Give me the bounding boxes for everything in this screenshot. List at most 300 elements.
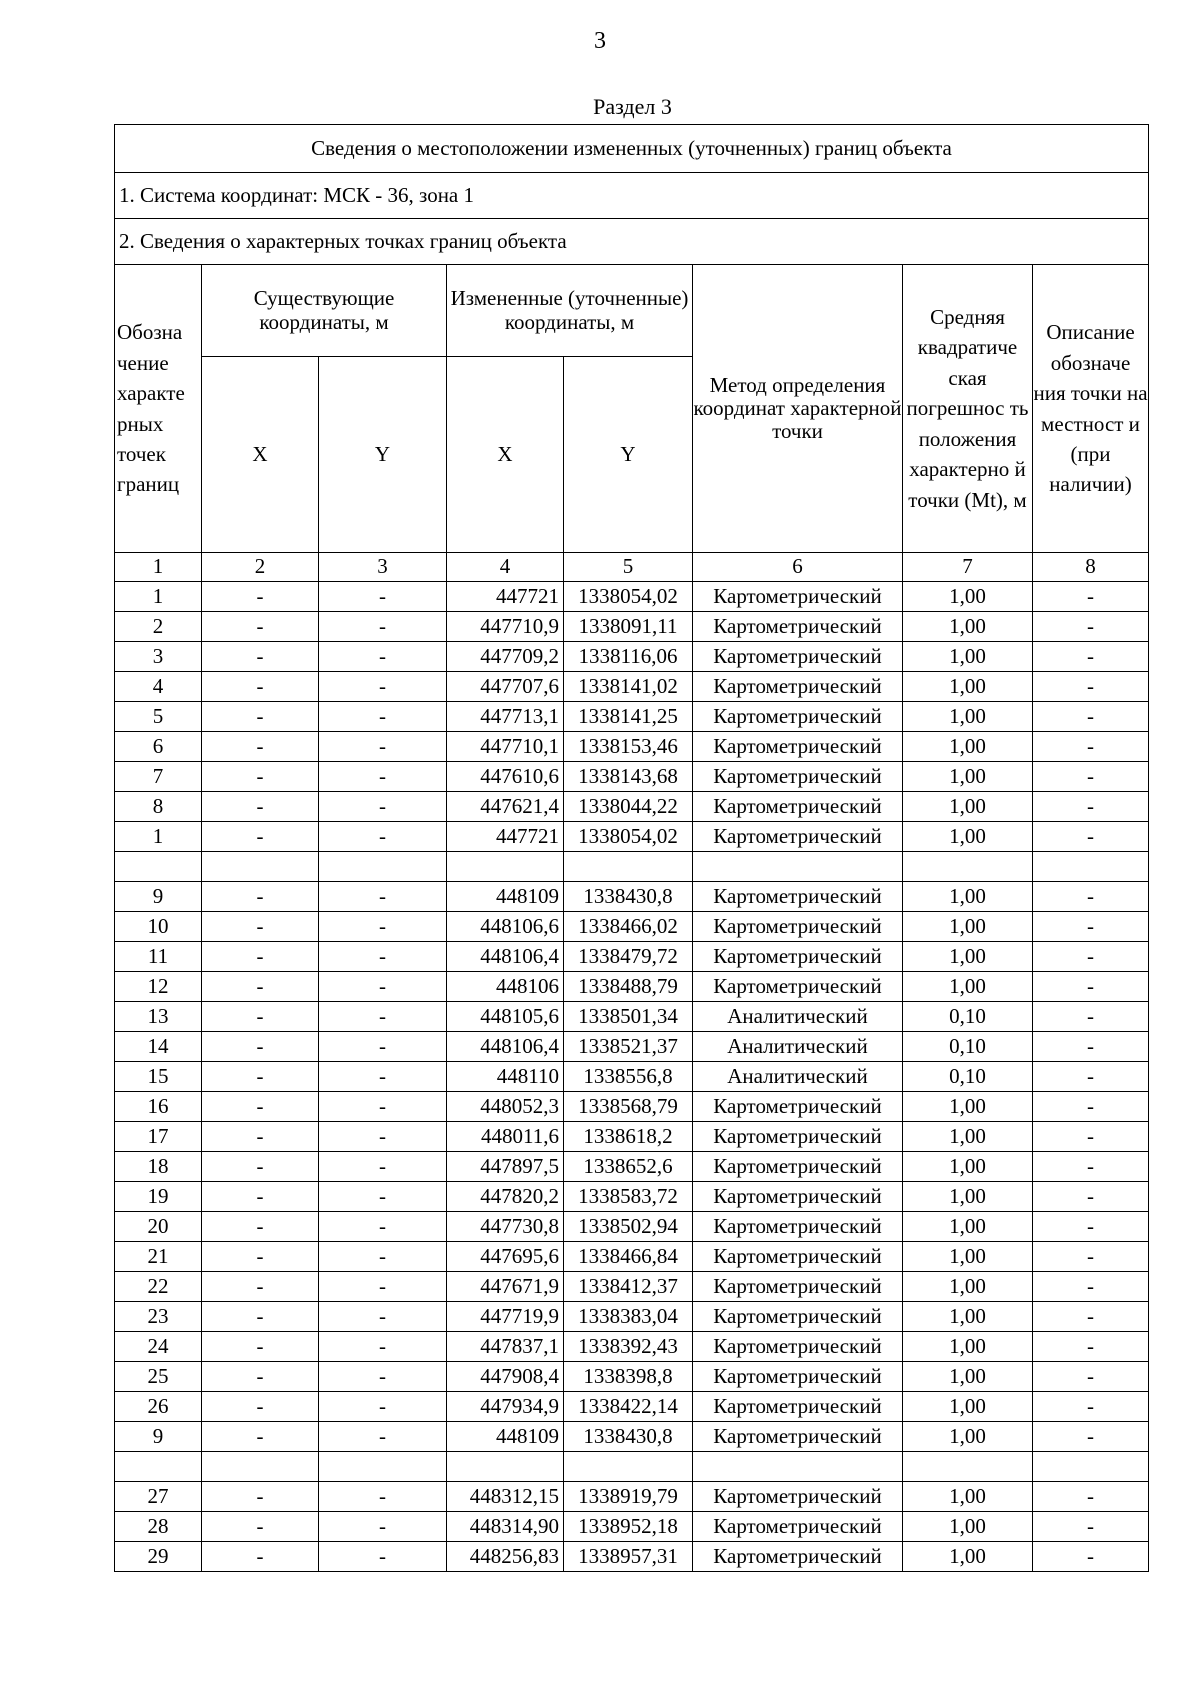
column-number: 8 [1033, 553, 1149, 582]
empty-cell [564, 1452, 693, 1482]
changed-y: 1338583,72 [564, 1182, 693, 1212]
table-row [115, 1332, 1149, 1362]
point-designation: 4 [115, 672, 202, 702]
point-designation: 24 [115, 1332, 202, 1362]
empty-cell [447, 1452, 564, 1482]
point-description: - [1033, 1122, 1149, 1152]
method: Картометрический [693, 1122, 903, 1152]
method: Картометрический [693, 1332, 903, 1362]
table-row [115, 1002, 1149, 1032]
page-number: 3 [594, 28, 606, 54]
changed-y: 1338430,8 [564, 882, 693, 912]
separator-row [115, 852, 1149, 882]
method: Картометрический [693, 1212, 903, 1242]
error-mt: 0,10 [903, 1002, 1033, 1032]
changed-y: 1338618,2 [564, 1122, 693, 1152]
header-error: Средняя квадратиче ская погрешнос ть положения характерно й точки (Mt), м [903, 265, 1033, 553]
existing-y: - [319, 1302, 447, 1332]
point-description: - [1033, 1092, 1149, 1122]
point-description: - [1033, 942, 1149, 972]
empty-cell [1033, 852, 1149, 882]
existing-x: - [202, 702, 319, 732]
empty-cell [202, 1452, 319, 1482]
error-mt: 1,00 [903, 642, 1033, 672]
point-designation: 7 [115, 762, 202, 792]
empty-cell [564, 852, 693, 882]
header-changed-y: Y [564, 357, 693, 553]
header-changed-x: X [447, 357, 564, 553]
table-row [115, 582, 1149, 612]
point-designation: 29 [115, 1542, 202, 1572]
point-description: - [1033, 1212, 1149, 1242]
existing-x: - [202, 822, 319, 852]
changed-y: 1338502,94 [564, 1212, 693, 1242]
header-existing-x: X [202, 357, 319, 553]
table-row [115, 1032, 1149, 1062]
existing-y: - [319, 582, 447, 612]
changed-x: 448256,83 [447, 1542, 564, 1572]
point-description: - [1033, 1542, 1149, 1572]
error-mt: 1,00 [903, 672, 1033, 702]
existing-y: - [319, 1122, 447, 1152]
method: Картометрический [693, 612, 903, 642]
column-number: 7 [903, 553, 1033, 582]
table-row [115, 702, 1149, 732]
point-description: - [1033, 1242, 1149, 1272]
existing-x: - [202, 1092, 319, 1122]
method: Картометрический [693, 1482, 903, 1512]
existing-y: - [319, 972, 447, 1002]
point-designation: 28 [115, 1512, 202, 1542]
changed-y: 1338652,6 [564, 1152, 693, 1182]
header-method: Метод определения координат характерной точки [693, 265, 903, 553]
existing-x: - [202, 1152, 319, 1182]
method: Картометрический [693, 1362, 903, 1392]
method: Картометрический [693, 792, 903, 822]
changed-x: 448314,90 [447, 1512, 564, 1542]
existing-x: - [202, 1122, 319, 1152]
table-row [115, 1242, 1149, 1272]
changed-x: 447837,1 [447, 1332, 564, 1362]
point-designation: 6 [115, 732, 202, 762]
point-description: - [1033, 1482, 1149, 1512]
error-mt: 1,00 [903, 1122, 1033, 1152]
point-description: - [1033, 1332, 1149, 1362]
changed-x: 447621,4 [447, 792, 564, 822]
point-description: - [1033, 642, 1149, 672]
point-description: - [1033, 882, 1149, 912]
method: Картометрический [693, 642, 903, 672]
column-number: 2 [202, 553, 319, 582]
existing-x: - [202, 1062, 319, 1092]
empty-cell [693, 1452, 903, 1482]
changed-y: 1338952,18 [564, 1512, 693, 1542]
empty-cell [115, 852, 202, 882]
error-mt: 1,00 [903, 612, 1033, 642]
point-designation: 9 [115, 1422, 202, 1452]
changed-y: 1338054,02 [564, 582, 693, 612]
existing-y: - [319, 1482, 447, 1512]
changed-y: 1338091,11 [564, 612, 693, 642]
point-description: - [1033, 1062, 1149, 1092]
changed-y: 1338054,02 [564, 822, 693, 852]
header-description: Описание обозначе ния точки на местност и (при наличии) [1033, 265, 1149, 553]
point-designation: 20 [115, 1212, 202, 1242]
changed-x: 447820,2 [447, 1182, 564, 1212]
existing-y: - [319, 732, 447, 762]
existing-x: - [202, 942, 319, 972]
point-description: - [1033, 612, 1149, 642]
method: Картометрический [693, 702, 903, 732]
table-row [115, 942, 1149, 972]
method: Картометрический [693, 1092, 903, 1122]
method: Картометрический [693, 672, 903, 702]
changed-x: 447713,1 [447, 702, 564, 732]
method: Картометрический [693, 942, 903, 972]
method: Картометрический [693, 1302, 903, 1332]
existing-x: - [202, 582, 319, 612]
existing-x: - [202, 642, 319, 672]
point-description: - [1033, 582, 1149, 612]
changed-y: 1338521,37 [564, 1032, 693, 1062]
existing-y: - [319, 792, 447, 822]
method: Картометрический [693, 1242, 903, 1272]
point-description: - [1033, 1362, 1149, 1392]
existing-y: - [319, 1332, 447, 1362]
changed-x: 447610,6 [447, 762, 564, 792]
method: Картометрический [693, 1512, 903, 1542]
changed-x: 447721 [447, 582, 564, 612]
method: Картометрический [693, 882, 903, 912]
table-title: Сведения о местоположении измененных (уточненных) границ объекта [115, 125, 1149, 173]
method: Картометрический [693, 972, 903, 1002]
changed-y: 1338141,25 [564, 702, 693, 732]
point-designation: 11 [115, 942, 202, 972]
changed-x: 448106,6 [447, 912, 564, 942]
error-mt: 0,10 [903, 1032, 1033, 1062]
method: Картометрический [693, 1272, 903, 1302]
changed-x: 448105,6 [447, 1002, 564, 1032]
existing-y: - [319, 642, 447, 672]
point-designation: 19 [115, 1182, 202, 1212]
error-mt: 1,00 [903, 1392, 1033, 1422]
method: Картометрический [693, 1392, 903, 1422]
existing-x: - [202, 912, 319, 942]
points-heading: 2. Сведения о характерных точках границ объекта [115, 219, 1149, 265]
method: Картометрический [693, 1422, 903, 1452]
point-designation: 9 [115, 882, 202, 912]
method: Картометрический [693, 1182, 903, 1212]
table-row [115, 1152, 1149, 1182]
changed-x: 448312,15 [447, 1482, 564, 1512]
existing-x: - [202, 762, 319, 792]
method: Картометрический [693, 732, 903, 762]
existing-y: - [319, 1062, 447, 1092]
column-number: 6 [693, 553, 903, 582]
table-row [115, 1182, 1149, 1212]
error-mt: 1,00 [903, 882, 1033, 912]
coord-system: 1. Система координат: МСК - 36, зона 1 [115, 173, 1149, 219]
error-mt: 1,00 [903, 1332, 1033, 1362]
table-row [115, 1302, 1149, 1332]
table-row [115, 912, 1149, 942]
point-designation: 5 [115, 702, 202, 732]
changed-x: 447671,9 [447, 1272, 564, 1302]
point-description: - [1033, 792, 1149, 822]
point-description: - [1033, 702, 1149, 732]
point-description: - [1033, 822, 1149, 852]
changed-y: 1338488,79 [564, 972, 693, 1002]
point-designation: 10 [115, 912, 202, 942]
method: Картометрический [693, 912, 903, 942]
error-mt: 1,00 [903, 1212, 1033, 1242]
method: Аналитический [693, 1032, 903, 1062]
changed-x: 448110 [447, 1062, 564, 1092]
existing-x: - [202, 1212, 319, 1242]
point-designation: 26 [115, 1392, 202, 1422]
existing-x: - [202, 1542, 319, 1572]
existing-y: - [319, 822, 447, 852]
changed-x: 447908,4 [447, 1362, 564, 1392]
error-mt: 1,00 [903, 1302, 1033, 1332]
existing-x: - [202, 1182, 319, 1212]
empty-cell [447, 852, 564, 882]
existing-x: - [202, 1302, 319, 1332]
changed-x: 448106,4 [447, 942, 564, 972]
changed-y: 1338919,79 [564, 1482, 693, 1512]
existing-x: - [202, 1332, 319, 1362]
method: Картометрический [693, 582, 903, 612]
existing-x: - [202, 882, 319, 912]
table-row [115, 1272, 1149, 1302]
existing-x: - [202, 732, 319, 762]
empty-cell [319, 852, 447, 882]
point-description: - [1033, 1032, 1149, 1062]
existing-x: - [202, 1422, 319, 1452]
point-designation: 16 [115, 1092, 202, 1122]
point-description: - [1033, 912, 1149, 942]
table-row [115, 642, 1149, 672]
point-description: - [1033, 672, 1149, 702]
method: Картометрический [693, 1542, 903, 1572]
table-row [115, 1362, 1149, 1392]
changed-y: 1338412,37 [564, 1272, 693, 1302]
existing-x: - [202, 1362, 319, 1392]
point-designation: 21 [115, 1242, 202, 1272]
error-mt: 1,00 [903, 732, 1033, 762]
point-description: - [1033, 762, 1149, 792]
existing-y: - [319, 1032, 447, 1062]
table-row [115, 1512, 1149, 1542]
changed-x: 447934,9 [447, 1392, 564, 1422]
changed-y: 1338153,46 [564, 732, 693, 762]
point-designation: 13 [115, 1002, 202, 1032]
changed-x: 448011,6 [447, 1122, 564, 1152]
method: Картометрический [693, 822, 903, 852]
changed-y: 1338501,34 [564, 1002, 693, 1032]
method: Картометрический [693, 1152, 903, 1182]
error-mt: 1,00 [903, 582, 1033, 612]
point-description: - [1033, 732, 1149, 762]
table-row [115, 1062, 1149, 1092]
error-mt: 1,00 [903, 1092, 1033, 1122]
table-row [115, 612, 1149, 642]
changed-x: 448106,4 [447, 1032, 564, 1062]
table-row [115, 762, 1149, 792]
existing-x: - [202, 1242, 319, 1272]
empty-cell [693, 852, 903, 882]
column-number: 5 [564, 553, 693, 582]
error-mt: 1,00 [903, 942, 1033, 972]
existing-y: - [319, 672, 447, 702]
error-mt: 1,00 [903, 972, 1033, 1002]
point-description: - [1033, 1512, 1149, 1542]
changed-x: 447710,1 [447, 732, 564, 762]
changed-y: 1338143,68 [564, 762, 693, 792]
column-number: 3 [319, 553, 447, 582]
existing-y: - [319, 1512, 447, 1542]
empty-cell [202, 852, 319, 882]
table-row [115, 1422, 1149, 1452]
point-designation: 2 [115, 612, 202, 642]
existing-x: - [202, 672, 319, 702]
existing-y: - [319, 612, 447, 642]
changed-y: 1338383,04 [564, 1302, 693, 1332]
changed-y: 1338044,22 [564, 792, 693, 822]
changed-x: 448052,3 [447, 1092, 564, 1122]
empty-cell [115, 1452, 202, 1482]
error-mt: 1,00 [903, 1152, 1033, 1182]
error-mt: 1,00 [903, 702, 1033, 732]
existing-x: - [202, 1272, 319, 1302]
changed-x: 447709,2 [447, 642, 564, 672]
existing-y: - [319, 1152, 447, 1182]
existing-y: - [319, 912, 447, 942]
existing-y: - [319, 1272, 447, 1302]
empty-cell [903, 1452, 1033, 1482]
existing-x: - [202, 1482, 319, 1512]
table-row [115, 1542, 1149, 1572]
table-row [115, 1392, 1149, 1422]
error-mt: 0,10 [903, 1062, 1033, 1092]
table-row [115, 1122, 1149, 1152]
error-mt: 1,00 [903, 1482, 1033, 1512]
existing-x: - [202, 792, 319, 822]
error-mt: 1,00 [903, 762, 1033, 792]
changed-x: 447730,8 [447, 1212, 564, 1242]
error-mt: 1,00 [903, 1422, 1033, 1452]
column-number: 1 [115, 553, 202, 582]
point-designation: 12 [115, 972, 202, 1002]
table-row [115, 1482, 1149, 1512]
point-designation: 22 [115, 1272, 202, 1302]
point-designation: 27 [115, 1482, 202, 1512]
changed-y: 1338479,72 [564, 942, 693, 972]
point-description: - [1033, 1422, 1149, 1452]
point-description: - [1033, 1152, 1149, 1182]
changed-y: 1338556,8 [564, 1062, 693, 1092]
changed-x: 447707,6 [447, 672, 564, 702]
point-designation: 1 [115, 582, 202, 612]
changed-y: 1338398,8 [564, 1362, 693, 1392]
point-description: - [1033, 1272, 1149, 1302]
header-existing-y: Y [319, 357, 447, 553]
table-row [115, 882, 1149, 912]
error-mt: 1,00 [903, 822, 1033, 852]
existing-y: - [319, 1392, 447, 1422]
table-row [115, 822, 1149, 852]
existing-y: - [319, 882, 447, 912]
changed-y: 1338116,06 [564, 642, 693, 672]
point-designation: 17 [115, 1122, 202, 1152]
existing-x: - [202, 612, 319, 642]
empty-cell [1033, 1452, 1149, 1482]
changed-y: 1338957,31 [564, 1542, 693, 1572]
point-designation: 14 [115, 1032, 202, 1062]
error-mt: 1,00 [903, 1242, 1033, 1272]
column-number: 4 [447, 553, 564, 582]
changed-x: 447897,5 [447, 1152, 564, 1182]
changed-x: 448106 [447, 972, 564, 1002]
error-mt: 1,00 [903, 792, 1033, 822]
existing-y: - [319, 942, 447, 972]
existing-y: - [319, 1362, 447, 1392]
section-title: Раздел 3 [593, 94, 672, 119]
table-row [115, 1092, 1149, 1122]
changed-y: 1338422,14 [564, 1392, 693, 1422]
changed-x: 447710,9 [447, 612, 564, 642]
header-existing-coords: Существующие координаты, м [202, 265, 447, 357]
error-mt: 1,00 [903, 1182, 1033, 1212]
empty-cell [903, 852, 1033, 882]
header-designation: Обозна чение характе рных точек границ [115, 265, 202, 553]
changed-x: 448109 [447, 1422, 564, 1452]
changed-x: 448109 [447, 882, 564, 912]
point-designation: 1 [115, 822, 202, 852]
existing-y: - [319, 1212, 447, 1242]
column-numbers-row [115, 553, 1149, 582]
changed-x: 447721 [447, 822, 564, 852]
changed-x: 447695,6 [447, 1242, 564, 1272]
point-designation: 15 [115, 1062, 202, 1092]
table-row [115, 732, 1149, 762]
existing-x: - [202, 1002, 319, 1032]
changed-y: 1338568,79 [564, 1092, 693, 1122]
table-row [115, 972, 1149, 1002]
empty-cell [319, 1452, 447, 1482]
existing-y: - [319, 702, 447, 732]
changed-y: 1338466,84 [564, 1242, 693, 1272]
existing-x: - [202, 1032, 319, 1062]
existing-y: - [319, 1002, 447, 1032]
changed-y: 1338392,43 [564, 1332, 693, 1362]
changed-y: 1338466,02 [564, 912, 693, 942]
changed-y: 1338141,02 [564, 672, 693, 702]
existing-x: - [202, 1392, 319, 1422]
coordinates-table [114, 124, 1149, 1572]
existing-y: - [319, 1542, 447, 1572]
existing-y: - [319, 1182, 447, 1212]
existing-y: - [319, 1242, 447, 1272]
error-mt: 1,00 [903, 1362, 1033, 1392]
error-mt: 1,00 [903, 1542, 1033, 1572]
point-designation: 25 [115, 1362, 202, 1392]
method: Аналитический [693, 1002, 903, 1032]
point-designation: 8 [115, 792, 202, 822]
point-designation: 18 [115, 1152, 202, 1182]
table-row [115, 1212, 1149, 1242]
error-mt: 1,00 [903, 1512, 1033, 1542]
